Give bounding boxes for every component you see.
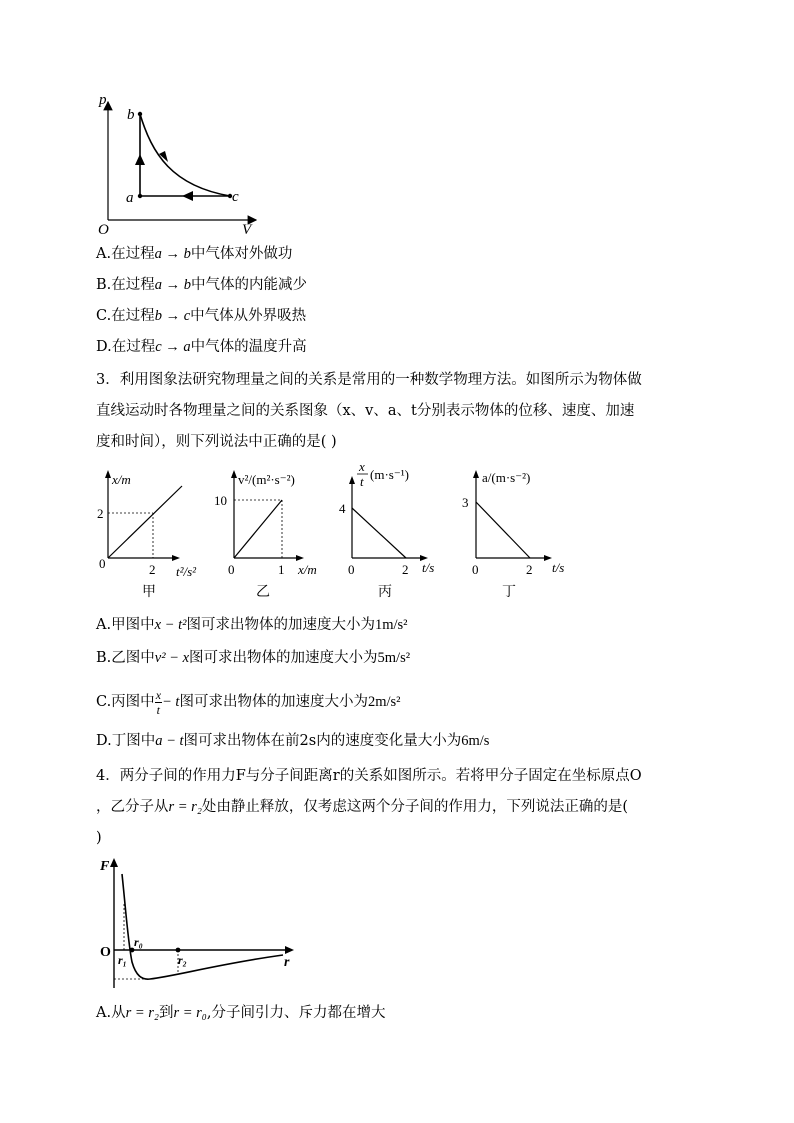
force-distance-graph — [98, 852, 308, 992]
q2-option-b: B.在过程a → b中气体的内能减少 — [96, 277, 308, 293]
yi-x-tick: 1 — [278, 562, 285, 577]
force-curve — [122, 874, 283, 979]
q3-stem-line3: 度和时间），则下列说法中正确的是( ) — [96, 434, 337, 450]
yi-caption: 乙 — [256, 585, 270, 600]
bing-y-arrow — [349, 476, 355, 484]
ding-y-tick: 3 — [462, 495, 469, 510]
q2-option-c: C.在过程b → c中气体从外界吸热 — [96, 308, 307, 324]
v-axis-label: V — [242, 222, 252, 236]
bing-y-num: x — [359, 459, 365, 474]
yi-y-arrow — [231, 470, 237, 478]
label-c: c — [232, 189, 239, 205]
label-b: b — [127, 107, 135, 123]
jia-y-arrow — [105, 470, 111, 478]
yi-line — [234, 500, 282, 558]
pv-diagram — [96, 88, 266, 236]
ding-origin: 0 — [472, 562, 479, 577]
bing-line — [352, 508, 406, 558]
f-axis-arrow — [110, 858, 118, 867]
ding-line — [476, 502, 530, 558]
origin-label: O — [98, 222, 109, 236]
yi-x-label: x/m — [298, 562, 317, 577]
jia-caption: 甲 — [142, 585, 156, 600]
q4-option-a: A.从r = r₂到r = r₀,分子间引力、斥力都在增大 — [96, 1005, 386, 1021]
q3-stem-line2: 直线运动时各物理量之间的关系图象（x、v、a、t分别表示物体的位移、速度、加速 — [96, 403, 635, 419]
jia-x-label: t²/s² — [176, 564, 197, 579]
q2-option-a: A.在过程a → b中气体对外做功 — [96, 246, 293, 262]
f-origin-label: O — [100, 945, 111, 960]
ding-x-tick: 2 — [526, 562, 533, 577]
r2-label: r₂ — [178, 953, 187, 967]
bing-origin: 0 — [348, 562, 355, 577]
yi-x-arrow — [296, 555, 304, 561]
q2-option-d: D.在过程c → a中气体的温度升高 — [96, 339, 307, 355]
jia-y-label: x/m — [112, 472, 131, 487]
q4-stem-line3: ) — [96, 830, 102, 846]
r0-label: r₀ — [134, 935, 143, 949]
arrow-ab — [135, 154, 145, 165]
yi-y-label: v²/(m²·s⁻²) — [238, 472, 295, 487]
q3-option-c: C.丙图中 $\frac{x}{t}$ − t图可求出物体的加速度大小为2m/s² — [96, 687, 401, 717]
jia-origin: 0 — [99, 556, 106, 571]
r1-label: r₁ — [118, 953, 127, 967]
graph-ding — [456, 466, 586, 606]
q3-option-b: B.乙图中v² − x图可求出物体的加速度大小为5m/s² — [96, 650, 411, 666]
yi-origin: 0 — [228, 562, 235, 577]
process-bc — [140, 114, 230, 196]
q3-option-a: A.甲图中x − t²图可求出物体的加速度大小为1m/s² — [96, 617, 408, 633]
q4-stem-line2: ，乙分子从r = r₂处由静止释放，仅考虑这两个分子间的作用力，下列说法正确的是( — [96, 799, 629, 815]
point-a — [138, 194, 142, 198]
graph-yi — [212, 466, 332, 606]
ding-x-arrow — [544, 555, 552, 561]
f-axis-label: F — [100, 859, 110, 874]
graph-jia — [96, 466, 216, 606]
ding-y-arrow — [473, 470, 479, 478]
bing-y-tick: 4 — [339, 501, 346, 516]
q3-option-d: D.丁图中a − t图可求出物体在前2s内的速度变化量大小为6m/s — [96, 733, 490, 749]
r2-point — [176, 948, 181, 953]
ding-caption: 丁 — [502, 585, 516, 600]
r-axis-arrow — [285, 946, 294, 954]
yi-y-tick: 10 — [214, 493, 227, 508]
jia-x-arrow — [172, 555, 180, 561]
ding-x-label: t/s — [552, 560, 565, 575]
jia-line — [108, 486, 182, 558]
jia-x-tick: 2 — [149, 562, 156, 577]
bing-y-unit: (m·s⁻¹) — [370, 467, 409, 482]
ding-y-label: a/(m·s⁻²) — [482, 470, 531, 485]
point-b — [138, 112, 142, 116]
label-a: a — [126, 190, 134, 206]
p-axis-label: p — [99, 92, 107, 108]
jia-y-tick: 2 — [97, 506, 104, 521]
bing-y-den: t — [360, 474, 364, 489]
bing-x-tick: 2 — [402, 562, 409, 577]
graph-bing — [332, 458, 452, 606]
bing-x-label: t/s — [422, 560, 435, 575]
q4-stem-line1: 4．两分子间的作用力F与分子间距离r的关系如图所示。若将甲分子固定在坐标原点O — [96, 768, 642, 784]
bing-caption: 丙 — [378, 585, 392, 600]
q3-stem-line1: 3．利用图象法研究物理量之间的关系是常用的一种数学物理方法。如图所示为物体做 — [96, 372, 642, 388]
x-over-t-fraction: $\frac{x}{t}$ — [155, 687, 162, 717]
arrow-ca — [182, 191, 193, 201]
r-axis-label: r — [284, 955, 290, 970]
